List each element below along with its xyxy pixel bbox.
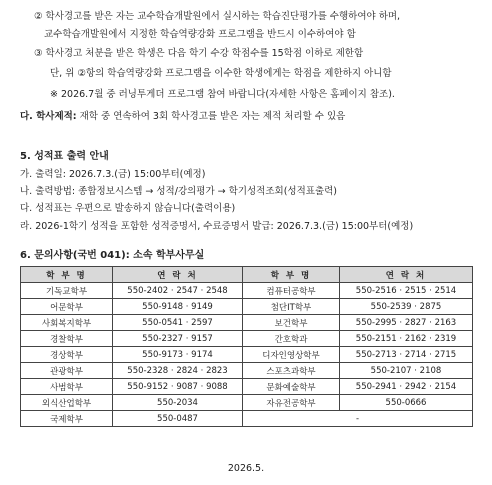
section5-item-b: 나. 출력방법: 종합정보시스템 → 성적/강의평가 → 학기성적조회(성적표출력) xyxy=(20,186,338,197)
dept-phone: 550-0541 · 2597 xyxy=(113,315,243,331)
dept-phone: 550-0487 xyxy=(113,411,243,427)
dept-name: 경상학부 xyxy=(21,347,113,363)
dept-name: 사회복지학부 xyxy=(21,315,113,331)
dept-name: 보건학부 xyxy=(243,315,340,331)
dept-phone: 550-2995 · 2827 · 2163 xyxy=(340,315,473,331)
dept-name: 사범학부 xyxy=(21,379,113,395)
table-row xyxy=(21,315,473,331)
item2-line2: 교수학습개발원에서 지정한 학습역량강화 프로그램을 반드시 이수하여야 함 xyxy=(44,29,356,40)
expulsion-text: 재학 중 연속하여 3회 학사경고를 받은 자는 제적 처리할 수 있음 xyxy=(76,111,346,122)
document-date: 2026.5. xyxy=(227,463,265,474)
section5-item-a: 가. 출력일: 2026.7.3.(금) 15:00부터(예정) xyxy=(20,169,206,180)
table-row xyxy=(21,379,473,395)
dept-phone: 550-9152 · 9087 · 9088 xyxy=(113,379,243,395)
table-row xyxy=(21,411,473,427)
table-row xyxy=(21,395,473,411)
dept-phone: 550-2327 · 9157 xyxy=(113,331,243,347)
section5-item-c: 다. 성적표는 우편으로 발송하지 않습니다(출력이용) xyxy=(20,203,236,214)
table-row xyxy=(21,347,473,363)
table-row xyxy=(21,331,473,347)
dept-name: 자유전공학부 xyxy=(243,395,340,411)
dept-name: 문화예술학부 xyxy=(243,379,340,395)
table-row xyxy=(21,299,473,315)
header-contact: 연 락 처 xyxy=(113,267,243,283)
program-note: ※ 2026.7월 중 러닝투게더 프로그램 참여 바랍니다(자세한 사항은 홈페이지 참조). xyxy=(50,89,395,100)
dept-phone: 550-2034 xyxy=(113,395,243,411)
dept-name: 스포츠과학부 xyxy=(243,363,340,379)
dept-name: 어문학부 xyxy=(21,299,113,315)
table-row xyxy=(21,363,473,379)
dept-phone: 550-2516 · 2515 · 2514 xyxy=(340,283,473,299)
header-dept: 학 부 명 xyxy=(21,267,113,283)
item3-line2: 단, 위 ②항의 학습역량강화 프로그램을 이수한 학생에게는 학점을 제한하지 아니함 xyxy=(50,68,392,79)
dept-name: 국제학부 xyxy=(21,411,113,427)
dept-phone: 550-2328 · 2824 · 2823 xyxy=(113,363,243,379)
dept-name: 기독교학부 xyxy=(21,283,113,299)
dept-name: 컴퓨터공학부 xyxy=(243,283,340,299)
section6-title: 6. 문의사항(국번 041): 소속 학부사무실 xyxy=(20,250,205,261)
contacts-table xyxy=(20,266,473,427)
table-header-row xyxy=(21,267,473,283)
expulsion-rule xyxy=(20,110,345,123)
dept-name: 간호학과 xyxy=(243,331,340,347)
header-contact: 연 락 처 xyxy=(340,267,473,283)
empty-cell: - xyxy=(243,411,473,427)
dept-phone: 550-2713 · 2714 · 2715 xyxy=(340,347,473,363)
dept-name: 경찰학부 xyxy=(21,331,113,347)
dept-phone: 550-2107 · 2108 xyxy=(340,363,473,379)
dept-name: 첨단IT학부 xyxy=(243,299,340,315)
table-row xyxy=(21,283,473,299)
dept-phone: 550-0666 xyxy=(340,395,473,411)
dept-name: 관광학부 xyxy=(21,363,113,379)
dept-phone: 550-9148 · 9149 xyxy=(113,299,243,315)
dept-phone: 550-2941 · 2942 · 2154 xyxy=(340,379,473,395)
section5-title: 5. 성적표 출력 안내 xyxy=(20,151,109,162)
item2-line1: ② 학사경고를 받은 자는 교수학습개발원에서 실시하는 학습진단평가를 수행하여야 하며, xyxy=(34,11,401,22)
header-dept: 학 부 명 xyxy=(243,267,340,283)
dept-name: 외식산업학부 xyxy=(21,395,113,411)
dept-phone: 550-9173 · 9174 xyxy=(113,347,243,363)
dept-phone: 550-2402 · 2547 · 2548 xyxy=(113,283,243,299)
item3-line1: ③ 학사경고 처분을 받은 학생은 다음 학기 수강 학점수를 15학점 이하로 제한함 xyxy=(34,48,364,59)
dept-phone: 550-2539 · 2875 xyxy=(340,299,473,315)
expulsion-label: 다. 학사제적: xyxy=(20,111,77,122)
dept-phone: 550-2151 · 2162 · 2319 xyxy=(340,331,473,347)
section5-item-d: 라. 2026-1학기 성적을 포함한 성적증명서, 수료증명서 발급: 2026.7.3.(금) 15:00부터(예정) xyxy=(20,221,414,232)
dept-name: 디자인영상학부 xyxy=(243,347,340,363)
